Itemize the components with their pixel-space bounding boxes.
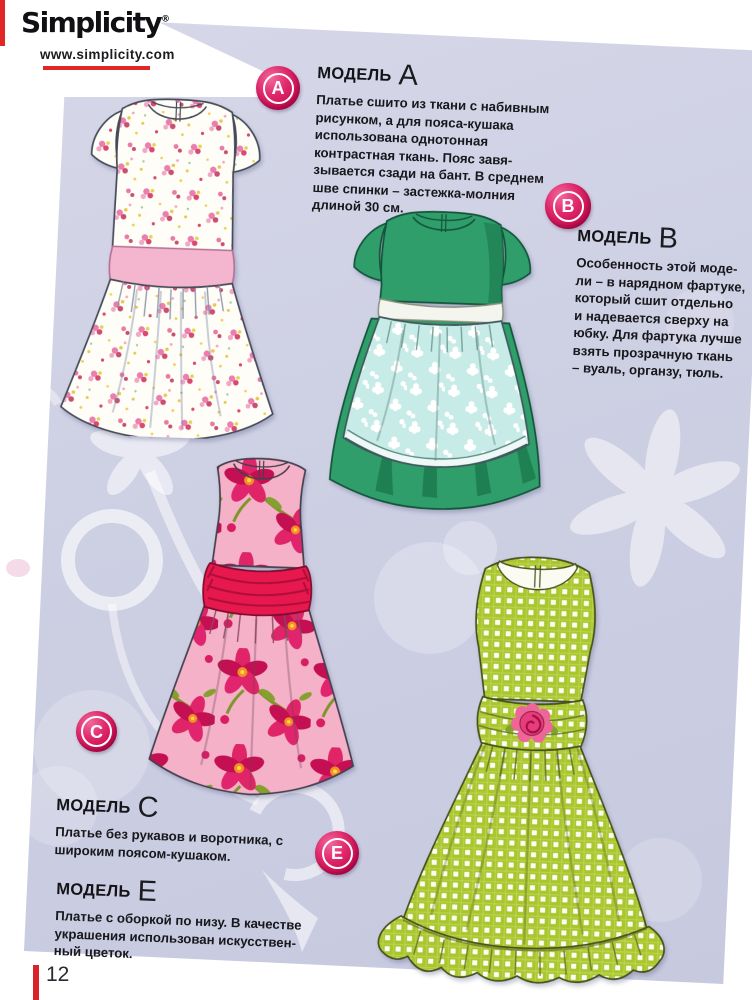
model-e-heading-word: МОДЕЛЬ bbox=[55, 879, 131, 901]
model-b-text-block bbox=[572, 219, 748, 384]
model-b-description: Особенность этой модели – в нарядном фартуке, который сшит отдельно и надевается сверху на юбку. Для фартука лучше взять прозрачную ткань – вуаль, органзу, тюль. bbox=[571, 254, 746, 382]
model-c-heading-word: МОДЕЛЬ bbox=[55, 795, 131, 817]
model-a-text-block bbox=[312, 56, 564, 224]
model-e-heading-letter: E bbox=[137, 875, 158, 909]
red-underline bbox=[43, 66, 150, 70]
registered-mark: ® bbox=[161, 14, 171, 25]
model-c-badge-letter: C bbox=[81, 716, 112, 747]
model-c-badge bbox=[76, 711, 117, 752]
model-c-description: Платье без рукавов и воротника, с широким поясом-кушаком. bbox=[54, 823, 284, 864]
model-a-heading-word: МОДЕЛЬ bbox=[316, 63, 392, 85]
model-a-description: Платье сшито из ткани с набивным рисунком, а для пояса-кушака использована однотонная контрастная ткань. Пояс завязывается сзади на бант. В среднем шве спинки – застежка-молния длиной 30 см. bbox=[311, 91, 550, 216]
dress-e-illustration bbox=[337, 546, 724, 991]
model-e-text-block bbox=[53, 872, 306, 970]
dress-c-illustration bbox=[116, 452, 396, 803]
model-b-badge-letter: B bbox=[553, 191, 584, 222]
model-e-description: Платье с оборкой по низу. В качестве украшения использован искусственный цветок. bbox=[53, 907, 302, 962]
brand-website: www.simplicity.com bbox=[40, 47, 175, 62]
model-e-badge-letter: E bbox=[322, 838, 353, 869]
model-a-heading-letter: A bbox=[398, 59, 419, 93]
model-b-heading bbox=[577, 219, 748, 259]
model-b-heading-word: МОДЕЛЬ bbox=[576, 226, 652, 248]
model-b-heading-letter: B bbox=[658, 222, 679, 256]
model-e-badge bbox=[315, 831, 359, 875]
model-a-badge-letter: A bbox=[263, 73, 294, 104]
page-number-red-bar bbox=[33, 965, 39, 1000]
model-c-text-block bbox=[54, 788, 295, 868]
brand-logo bbox=[21, 6, 170, 39]
brand-name: Simplicity bbox=[21, 6, 162, 39]
model-c-heading-letter: C bbox=[137, 791, 160, 825]
page-number: 12 bbox=[46, 963, 70, 986]
model-a-badge bbox=[256, 66, 300, 110]
top-left-red-bar bbox=[0, 0, 5, 46]
dress-a-illustration bbox=[36, 88, 308, 442]
